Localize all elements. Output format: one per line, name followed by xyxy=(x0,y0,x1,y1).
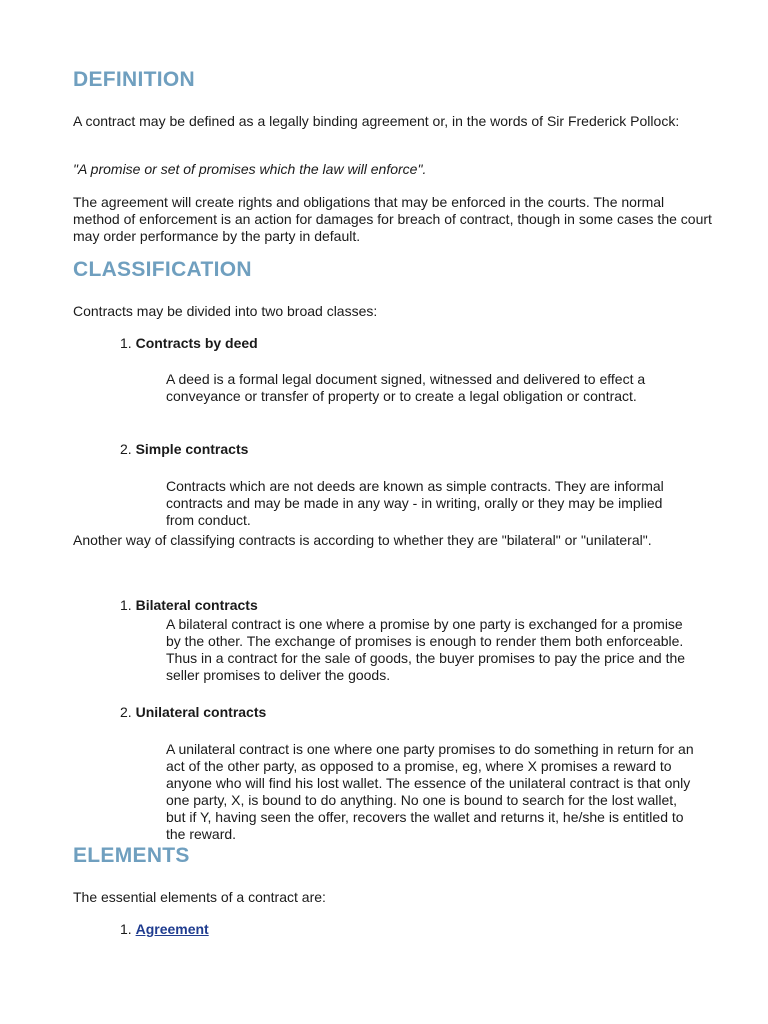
definition-quote: "A promise or set of promises which the law will enforce". xyxy=(73,161,427,177)
type-item-bilateral-description: A bilateral contract is one where a promise by one party is exchanged for a promise by the other. The exchange of promises is enough to render them both enforceable. Thus in a contract for the sale of goods, the buyer promises to pay the price and the seller promises to deliver the goods. xyxy=(166,616,686,683)
list-label: Contracts by deed xyxy=(135,335,258,351)
type-item-unilateral-title xyxy=(120,704,266,721)
class-item-simple-title xyxy=(120,441,248,458)
list-label: Bilateral contracts xyxy=(135,597,258,613)
list-number: 2. xyxy=(120,441,132,457)
class-item-simple-description: Contracts which are not deeds are known as simple contracts. They are informal contracts and may be made in any way - in writing, orally or they may be implied from conduct. xyxy=(166,478,664,528)
elements-item-agreement xyxy=(120,921,209,938)
class-item-deed-title xyxy=(120,335,258,352)
list-number: 1. xyxy=(120,335,132,351)
list-number: 2. xyxy=(120,704,132,720)
agreement-link[interactable]: Agreement xyxy=(135,921,209,937)
definition-body: The agreement will create rights and obligations that may be enforced in the courts. The normal method of enforcement is an action for damages for breach of contract, though in some cases the court may order performance by the party in default. xyxy=(73,194,712,244)
definition-heading: DEFINITION xyxy=(73,68,195,91)
classification-intro: Contracts may be divided into two broad classes: xyxy=(73,303,378,319)
type-item-bilateral-title xyxy=(120,597,258,614)
list-number: 1. xyxy=(120,597,132,613)
classification-another-way: Another way of classifying contracts is according to whether they are "bilateral" or "unilateral". xyxy=(73,532,652,548)
elements-intro: The essential elements of a contract are: xyxy=(73,889,326,905)
list-label: Simple contracts xyxy=(135,441,249,457)
type-item-unilateral-description: A unilateral contract is one where one party promises to do something in return for an act of the other party, as opposed to a promise, eg, where X promises a reward to anyone who will find his lost wallet. The essence of the unilateral contract is that only one party, X, is bound to do anything. No one is bound to search for the lost wallet, but if Y, having seen the offer, recovers the wallet and returns it, he/she is entitled to the reward. xyxy=(166,741,694,842)
list-label: Unilateral contracts xyxy=(135,704,267,720)
elements-heading: ELEMENTS xyxy=(73,844,190,867)
classification-heading: CLASSIFICATION xyxy=(73,258,252,281)
class-item-deed-description: A deed is a formal legal document signed, witnessed and delivered to effect a conveyance or transfer of property or to create a legal obligation or contract. xyxy=(166,371,646,404)
definition-intro: A contract may be defined as a legally binding agreement or, in the words of Sir Frederick Pollock: xyxy=(73,113,680,129)
list-number: 1. xyxy=(120,921,132,937)
